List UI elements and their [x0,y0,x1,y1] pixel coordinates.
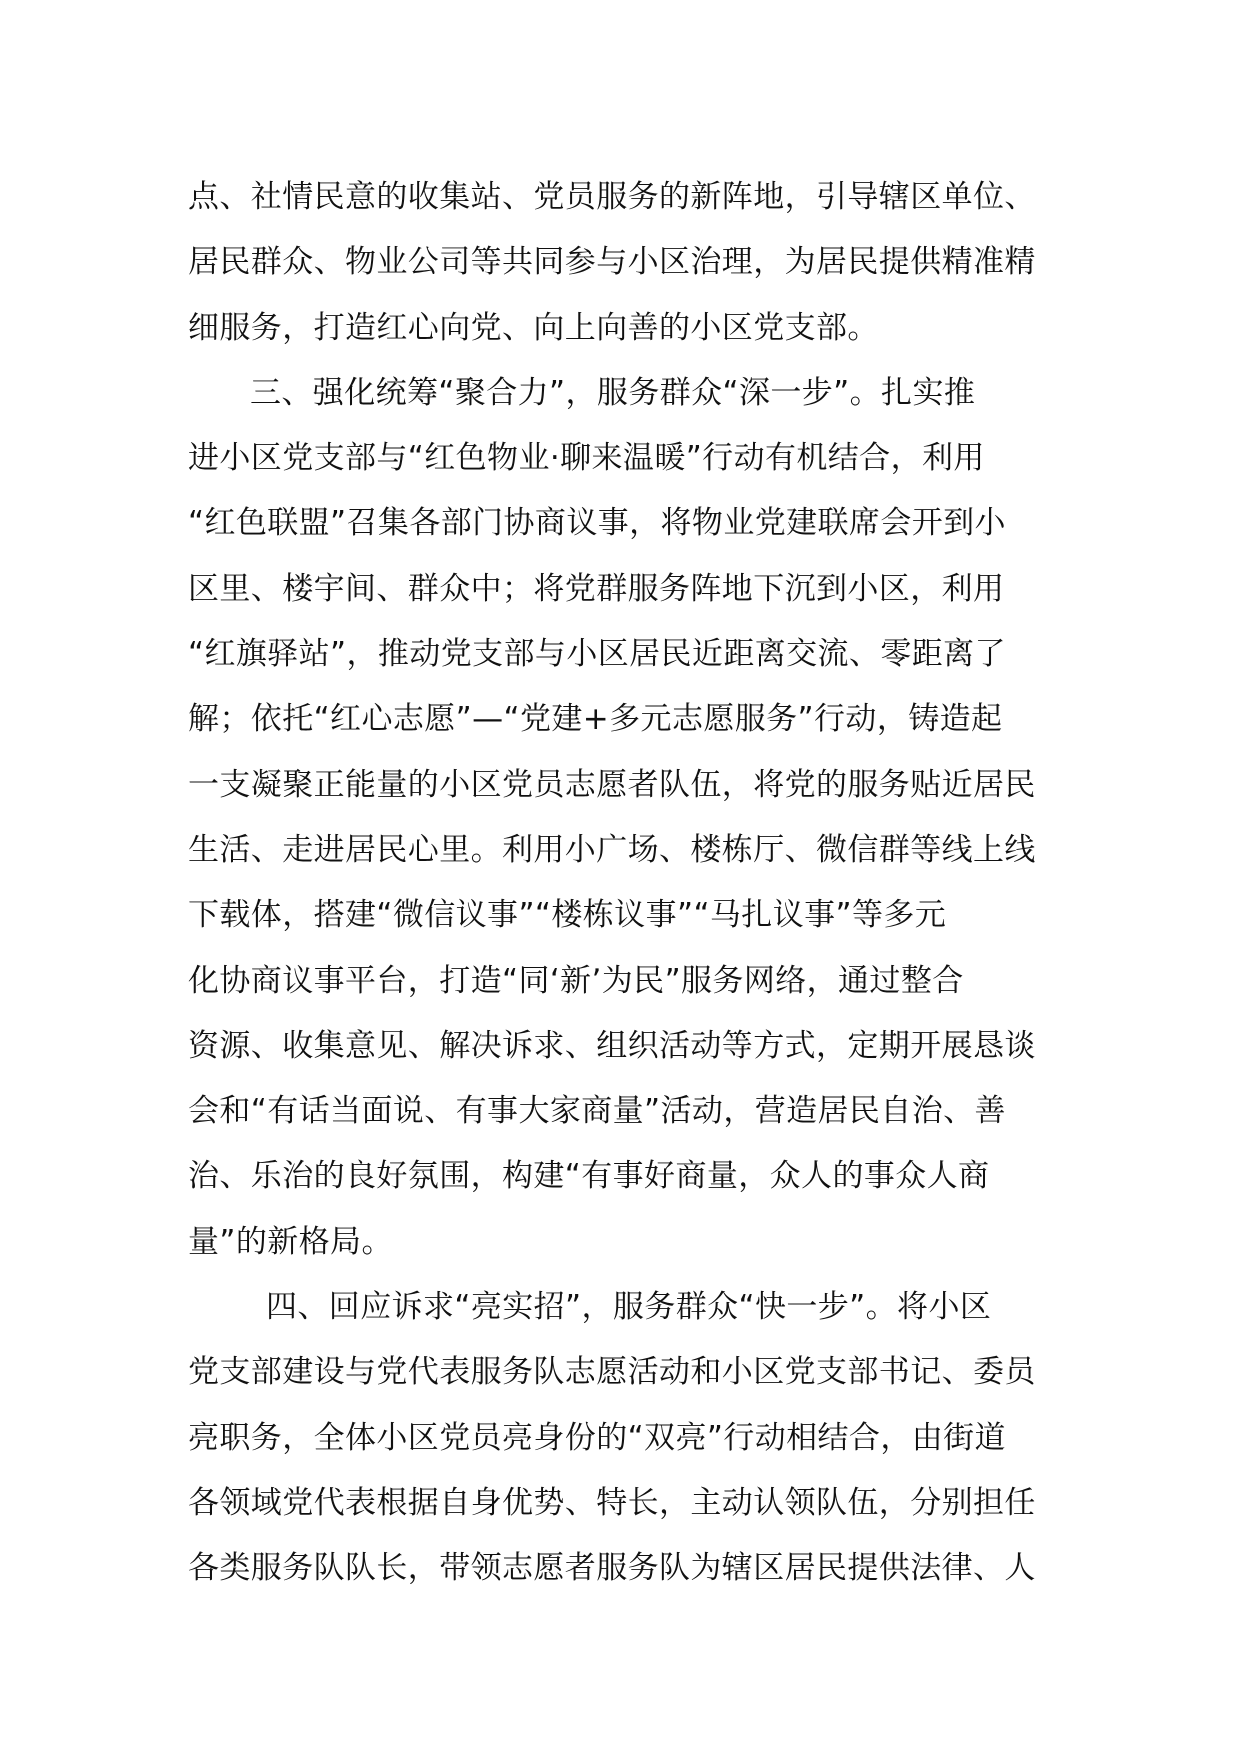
text-line: 点、社情民意的收集站、党员服务的新阵地，引导辖区单位、 [188,179,1036,215]
text-line: 进小区党支部与“红色物业·聊来温暖”行动有机结合，利用 [188,440,985,477]
text-line: 各领域党代表根据自身优势、特长，主动认领队伍，分别担任 [188,1484,1036,1521]
text-line: 下载体，搭建“微信议事”“楼栋议事”“马扎议事”等多元 [188,897,947,934]
text-line: 一支凝聚正能量的小区党员志愿者队伍，将党的服务贴近居民 [188,766,1036,803]
text-line: 解；依托“红心志愿”—“党建+多元志愿服务”行动，铸造起 [188,701,1003,738]
section-four-heading-line: 四、回应诉求“亮实招”，服务群众“快一步”。将小区 [266,1289,992,1326]
text-line: 细服务，打造红心向党、向上向善的小区党支部。 [188,309,879,346]
body-text [188,165,1068,1602]
text-line: 化协商议事平台，打造“同‘新’为民”服务网络，通过整合 [188,962,964,999]
text-line: 亮职务，全体小区党员亮身份的“双亮”行动相结合，由街道 [188,1419,1006,1456]
text-line: 资源、收集意见、解决诉求、组织活动等方式，定期开展恳谈 [188,1027,1036,1064]
text-line: 党支部建设与党代表服务队志愿活动和小区党支部书记、委员 [188,1354,1036,1391]
text-line: 区里、楼宇间、群众中；将党群服务阵地下沉到小区，利用 [188,570,1005,607]
text-line: 治、乐治的良好氛围，构建“有事好商量，众人的事众人商 [188,1158,990,1195]
text-line: 生活、走进居民心里。利用小广场、楼栋厅、微信群等线上线 [188,831,1036,868]
text-line: 会和“有话当面说、有事大家商量”活动，营造居民自治、善 [188,1093,1006,1130]
section-three-heading-line: 三、强化统筹“聚合力”，服务群众“深一步”。扎实推 [250,374,976,411]
text-line: 居民群众、物业公司等共同参与小区治理，为居民提供精准精 [188,244,1036,281]
text-line: 各类服务队队长，带领志愿者服务队为辖区居民提供法律、人 [188,1550,1036,1587]
text-line: “红色联盟”召集各部门协商议事，将物业党建联席会开到小 [188,505,1006,542]
text-line: 量”的新格局。 [188,1223,393,1260]
text-line: “红旗驿站”，推动党支部与小区居民近距离交流、零距离了 [188,636,1006,673]
